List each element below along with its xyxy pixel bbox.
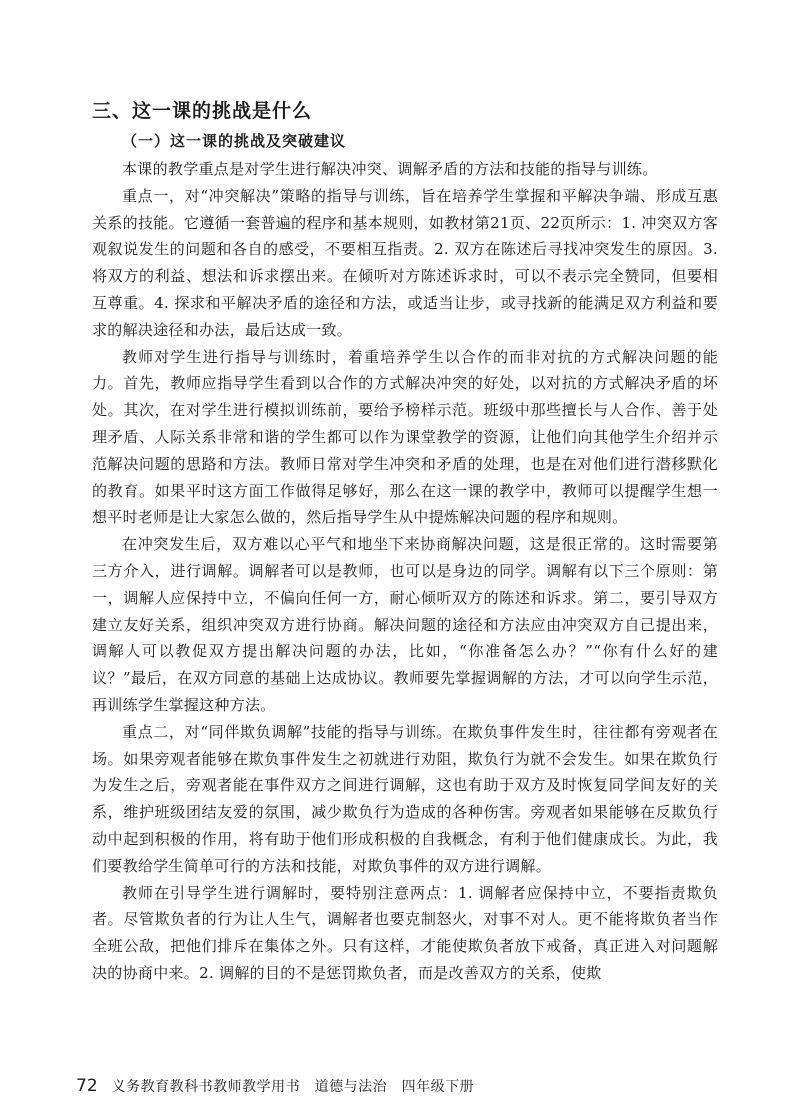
sub-section-title: （一）这一课的挑战及突破建议: [122, 132, 347, 150]
paragraph: 本课的教学重点是对学生进行解决冲突、调解矛盾的方法和技能的指导与训练。: [122, 160, 658, 178]
paragraph: 在冲突发生后，双方难以心平气和地坐下来协商解决问题，这是很正常的。这时需要第三方介入，进行调解。调解者可以是教师，也可以是身边的同学。调解有以下三个原则：第一，调解人应保持中立，不偏向任何一方，耐心倾听双方的陈述和诉求。第二，要引导双方建立友好关系，组织冲突双方进行协商。解决问题的途径和方法应由冲突双方自己提出来，调解人可以教促双方提出解决问题的办法，比如，“你准备怎么办？”“你有什么好的建议？”最后，在双方同意的基础上达成协议。教师要先掌握调解的方法，才可以向学生示范，再训练学生掌握这种方法。: [92, 535, 718, 714]
page-number: 72: [76, 1076, 98, 1096]
paragraph: 重点二，对“同伴欺负调解”技能的指导与训练。在欺负事件发生时，往往都有旁观者在场。如果旁观者能够在欺负事件发生之初就进行劝阻，欺负行为就不会发生。如果在欺负行为发生之后，旁观者能在事件双方之间进行调解，这也有助于双方及时恢复同学间友好的关系，维护班级团结友爱的氛围，减少欺负行为造成的各种伤害。旁观者如果能够在反欺负行动中起到积极的作用，将有助于他们形成积极的自我概念，有利于他们健康成长。为此，我们要教给学生简单可行的方法和技能，对欺负事件的双方进行调解。: [92, 722, 718, 875]
body-text: [92, 156, 718, 987]
paragraph: 重点一，对“冲突解决”策略的指导与训练，旨在培养学生掌握和平解决争端、形成互惠关系的技能。它遵循一套普遍的程序和基本规则，如教材第21页、22页所示：1. 冲突双方客观叙说发生的问题和各自的感受，不要相互指责。2. 双方在陈述后寻找冲突发生的原因。3. 将双方的利益、想法和诉求摆出来。在倾听对方陈述诉求时，可以不表示完全赞同，但要相互尊重。4. 探求和平解决矛盾的途径和方法，或适当让步，或寻找新的能满足双方利益和要求的解决途径和办法，最后达成一致。: [92, 186, 718, 339]
page-footer: [76, 1076, 474, 1096]
section-title: 三、这一课的挑战是什么: [92, 100, 313, 122]
paragraph: 教师在引导学生进行调解时，要特别注意两点：1. 调解者应保持中立，不要指责欺负者。尽管欺负者的行为让人生气，调解者也要克制怒火，对事不对人。更不能将欺负者当作全班公敌，把他们排斥在集体之外。只有这样，才能使欺负者放下戒备，真正进入对问题解决的协商中来。2. 调解的目的不是惩罚欺负者，而是改善双方的关系，使欺: [92, 883, 718, 982]
book-title: 义务教育教科书教师教学用书 道德与法治 四年级下册: [111, 1079, 475, 1095]
paragraph: 教师对学生进行指导与训练时，着重培养学生以合作的而非对抗的方式解决问题的能力。首先，教师应指导学生看到以合作的方式解决冲突的好处，以对抗的方式解决矛盾的坏处。其次，在对学生进行模拟训练前，要给予榜样示范。班级中那些擅长与人合作、善于处理矛盾、人际关系非常和谐的学生都可以作为课堂教学的资源，让他们向其他学生介绍并示范解决问题的思路和方法。教师日常对学生冲突和矛盾的处理，也是在对他们进行潜移默化的教育。如果平时这方面工作做得足够好，那么在这一课的教学中，教师可以提醒学生想一想平时老师是让大家怎么做的，然后指导学生从中提炼解决问题的程序和规则。: [92, 347, 718, 527]
